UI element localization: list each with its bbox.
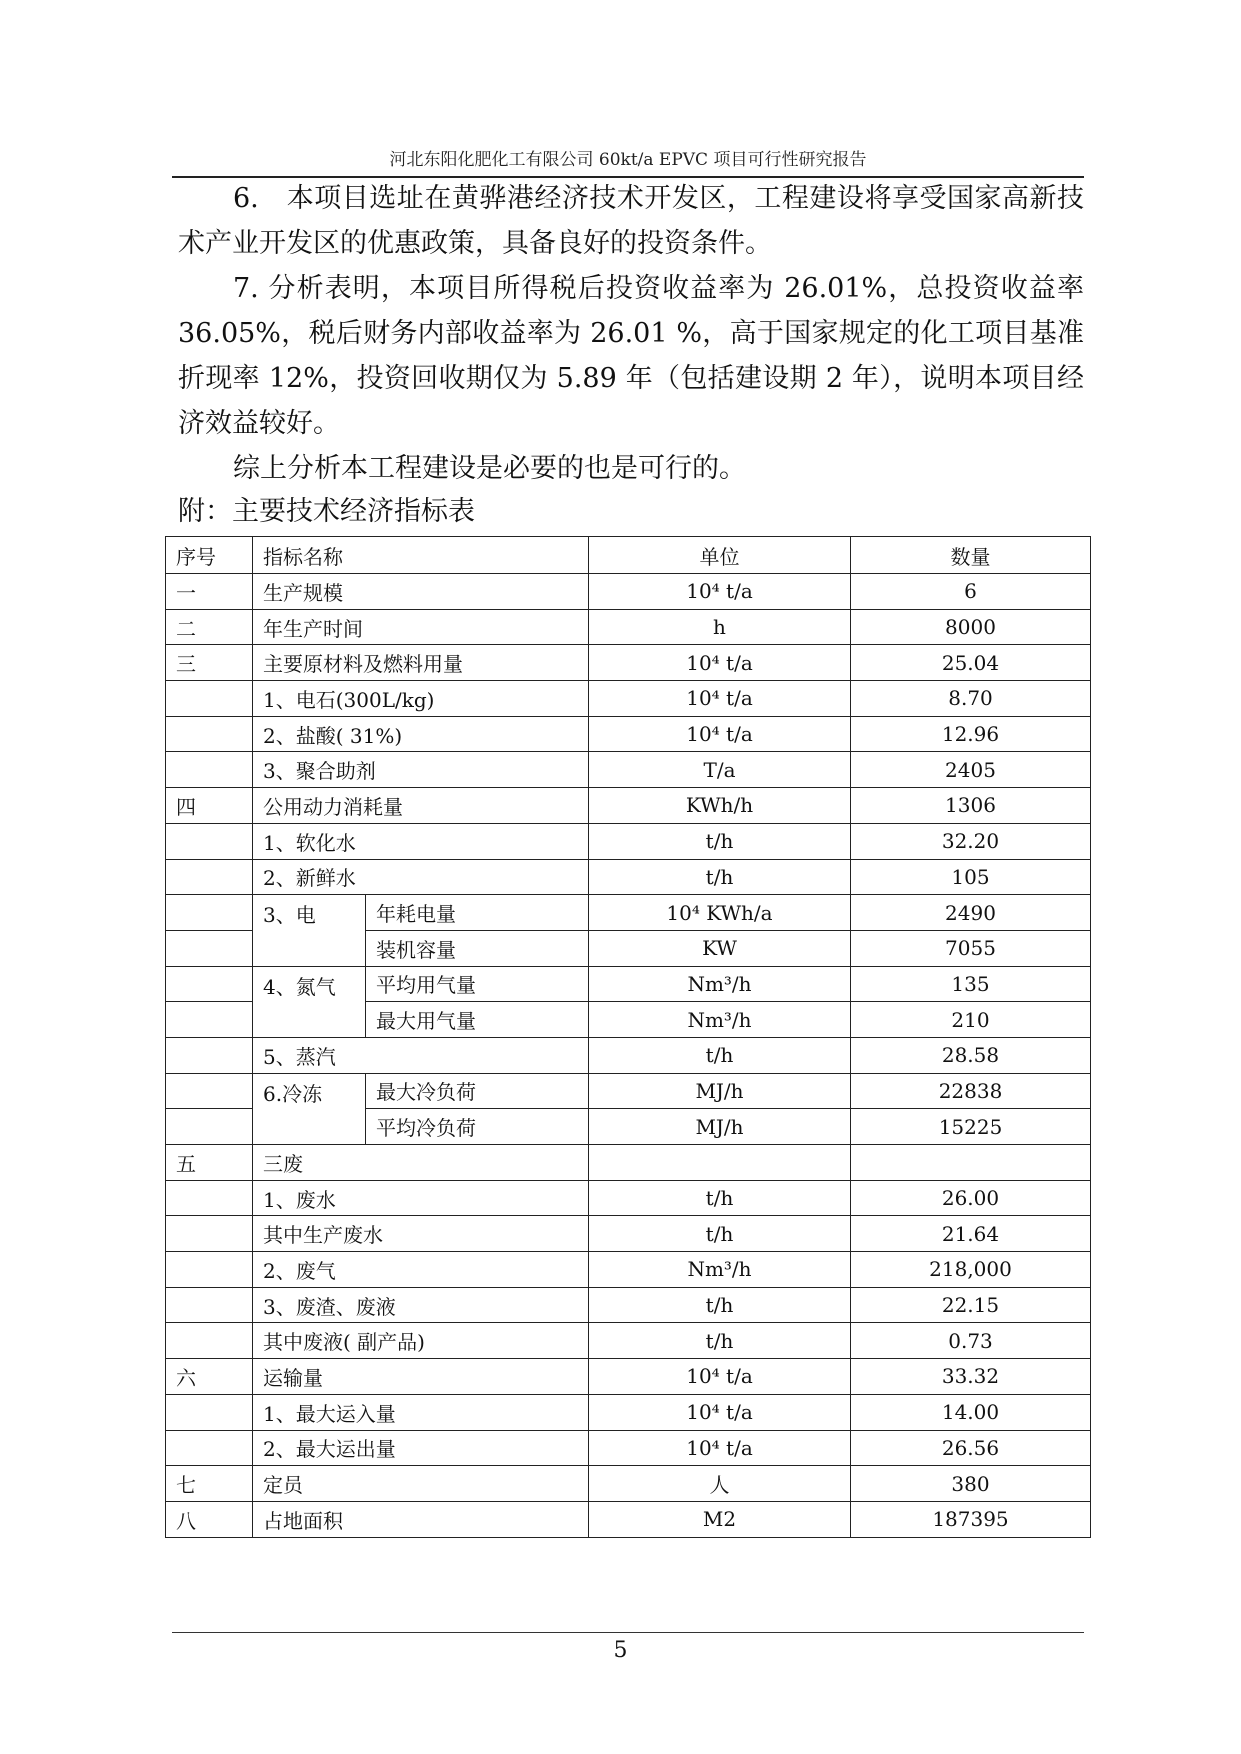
paragraph-item-6: 6. 本项目选址在黄骅港经济技术开发区，工程建设将享受国家高新技术产业开发区的优惠政策，具备良好的投资条件。 xyxy=(178,183,1084,259)
qty-cell: 1306 xyxy=(851,788,1091,824)
seq-cell xyxy=(166,823,253,859)
seq-cell xyxy=(166,1252,253,1288)
seq-cell xyxy=(166,859,253,895)
sub-name-cell: 装机容量 xyxy=(366,930,589,966)
name-cell: 公用动力消耗量 xyxy=(253,788,589,824)
unit-cell: KWh/h xyxy=(589,788,851,824)
unit-cell: 10⁴ t/a xyxy=(589,716,851,752)
table-row xyxy=(166,1252,1091,1288)
unit-cell: T/a xyxy=(589,752,851,788)
name-cell: 2、新鲜水 xyxy=(253,859,589,895)
paragraph-conclusion: 综上分析本工程建设是必要的也是可行的。 xyxy=(233,453,746,484)
qty-cell: 15225 xyxy=(851,1109,1091,1145)
seq-cell xyxy=(166,930,253,966)
qty-cell: 2405 xyxy=(851,752,1091,788)
name-cell: 6.冷冻 xyxy=(253,1073,366,1144)
seq-cell: 三 xyxy=(166,645,253,681)
body-text xyxy=(178,176,1084,491)
header-cell-seq: 序号 xyxy=(166,537,253,574)
appendix-title: 附：主要技术经济指标表 xyxy=(178,496,475,527)
header-cell-qty: 数量 xyxy=(851,537,1091,574)
qty-cell: 6 xyxy=(851,574,1091,610)
unit-cell: 10⁴ t/a xyxy=(589,1430,851,1466)
name-cell: 4、氮气 xyxy=(253,966,366,1037)
unit-cell: t/h xyxy=(589,859,851,895)
unit-cell: t/h xyxy=(589,1323,851,1359)
qty-cell: 22.15 xyxy=(851,1287,1091,1323)
unit-cell xyxy=(589,1145,851,1181)
qty-cell: 380 xyxy=(851,1466,1091,1502)
qty-cell: 8.70 xyxy=(851,681,1091,717)
qty-cell: 25.04 xyxy=(851,645,1091,681)
unit-cell: 10⁴ t/a xyxy=(589,681,851,717)
table-row xyxy=(166,1430,1091,1466)
name-cell: 2、废气 xyxy=(253,1252,589,1288)
qty-cell: 187395 xyxy=(851,1501,1091,1537)
unit-cell: Nm³/h xyxy=(589,1252,851,1288)
name-cell: 运输量 xyxy=(253,1359,589,1395)
sub-name-cell: 最大冷负荷 xyxy=(366,1073,589,1109)
unit-cell: MJ/h xyxy=(589,1109,851,1145)
seq-cell xyxy=(166,1002,253,1038)
unit-cell: 人 xyxy=(589,1466,851,1502)
page-number: 5 xyxy=(613,1638,628,1663)
table-row xyxy=(166,1394,1091,1430)
qty-cell: 210 xyxy=(851,1002,1091,1038)
name-cell: 其中废液( 副产品) xyxy=(253,1323,589,1359)
name-cell: 1、废水 xyxy=(253,1180,589,1216)
qty-cell: 33.32 xyxy=(851,1359,1091,1395)
name-cell: 2、盐酸( 31%) xyxy=(253,716,589,752)
sub-name-cell: 年耗电量 xyxy=(366,895,589,931)
qty-cell: 8000 xyxy=(851,609,1091,645)
table-row xyxy=(166,752,1091,788)
seq-cell xyxy=(166,1180,253,1216)
name-cell: 主要原材料及燃料用量 xyxy=(253,645,589,681)
name-cell: 3、电 xyxy=(253,895,366,966)
seq-cell xyxy=(166,1323,253,1359)
qty-cell: 135 xyxy=(851,966,1091,1002)
qty-cell: 21.64 xyxy=(851,1216,1091,1252)
unit-cell: KW xyxy=(589,930,851,966)
seq-cell: 四 xyxy=(166,788,253,824)
qty-cell: 26.56 xyxy=(851,1430,1091,1466)
table-row xyxy=(166,1359,1091,1395)
table-row xyxy=(166,1037,1091,1073)
seq-cell: 一 xyxy=(166,574,253,610)
qty-cell: 26.00 xyxy=(851,1180,1091,1216)
qty-cell: 22838 xyxy=(851,1073,1091,1109)
name-cell: 1、软化水 xyxy=(253,823,589,859)
unit-cell: 10⁴ t/a xyxy=(589,574,851,610)
unit-cell: t/h xyxy=(589,1037,851,1073)
unit-cell: 10⁴ t/a xyxy=(589,645,851,681)
table-row xyxy=(166,716,1091,752)
unit-cell: 10⁴ KWh/a xyxy=(589,895,851,931)
qty-cell: 28.58 xyxy=(851,1037,1091,1073)
seq-cell xyxy=(166,895,253,931)
seq-cell xyxy=(166,1287,253,1323)
table-row xyxy=(166,1501,1091,1537)
table-row xyxy=(166,1180,1091,1216)
name-cell: 其中生产废水 xyxy=(253,1216,589,1252)
qty-cell: 7055 xyxy=(851,930,1091,966)
unit-cell: t/h xyxy=(589,823,851,859)
unit-cell: M2 xyxy=(589,1501,851,1537)
qty-cell: 32.20 xyxy=(851,823,1091,859)
unit-cell: t/h xyxy=(589,1216,851,1252)
table-row xyxy=(166,788,1091,824)
header-cell-name: 指标名称 xyxy=(253,537,589,574)
table-row xyxy=(166,1216,1091,1252)
seq-cell xyxy=(166,716,253,752)
unit-cell: t/h xyxy=(589,1180,851,1216)
seq-cell xyxy=(166,681,253,717)
seq-cell: 七 xyxy=(166,1466,253,1502)
seq-cell xyxy=(166,1394,253,1430)
footer-divider xyxy=(172,1632,1084,1633)
unit-cell: Nm³/h xyxy=(589,966,851,1002)
unit-cell: t/h xyxy=(589,1287,851,1323)
sub-name-cell: 最大用气量 xyxy=(366,1002,589,1038)
seq-cell: 八 xyxy=(166,1501,253,1537)
table-row xyxy=(166,645,1091,681)
seq-cell: 五 xyxy=(166,1145,253,1181)
table-row xyxy=(166,966,1091,1002)
table-row xyxy=(166,1073,1091,1109)
qty-cell xyxy=(851,1145,1091,1181)
unit-cell: h xyxy=(589,609,851,645)
header-cell-unit: 单位 xyxy=(589,537,851,574)
name-cell: 定员 xyxy=(253,1466,589,1502)
table-row xyxy=(166,1287,1091,1323)
seq-cell xyxy=(166,1216,253,1252)
seq-cell xyxy=(166,966,253,1002)
unit-cell: 10⁴ t/a xyxy=(589,1359,851,1395)
name-cell: 三废 xyxy=(253,1145,589,1181)
name-cell: 5、蒸汽 xyxy=(253,1037,589,1073)
name-cell: 生产规模 xyxy=(253,574,589,610)
seq-cell xyxy=(166,1073,253,1109)
paragraph-item-7: 7. 分析表明，本项目所得税后投资收益率为 26.01%，总投资收益率 36.05%，税后财务内部收益率为 26.01 %，高于国家规定的化工项目基准折现率 12%，投资回收期仅为 5.89 年（包括建设期 2 年），说明本项目经济效益较好。 xyxy=(178,273,1084,439)
unit-cell: 10⁴ t/a xyxy=(589,1394,851,1430)
table-row xyxy=(166,1323,1091,1359)
table-row xyxy=(166,859,1091,895)
table-row xyxy=(166,681,1091,717)
seq-cell xyxy=(166,1109,253,1145)
table-row xyxy=(166,1466,1091,1502)
qty-cell: 12.96 xyxy=(851,716,1091,752)
qty-cell: 0.73 xyxy=(851,1323,1091,1359)
name-cell: 3、聚合助剂 xyxy=(253,752,589,788)
unit-cell: MJ/h xyxy=(589,1073,851,1109)
table-row xyxy=(166,609,1091,645)
seq-cell xyxy=(166,1037,253,1073)
name-cell: 1、电石(300L/kg) xyxy=(253,681,589,717)
indicators-table xyxy=(165,536,1091,1538)
unit-cell: Nm³/h xyxy=(589,1002,851,1038)
name-cell: 3、废渣、废液 xyxy=(253,1287,589,1323)
name-cell: 年生产时间 xyxy=(253,609,589,645)
seq-cell: 六 xyxy=(166,1359,253,1395)
qty-cell: 2490 xyxy=(851,895,1091,931)
qty-cell: 105 xyxy=(851,859,1091,895)
seq-cell: 二 xyxy=(166,609,253,645)
seq-cell xyxy=(166,752,253,788)
sub-name-cell: 平均冷负荷 xyxy=(366,1109,589,1145)
qty-cell: 14.00 xyxy=(851,1394,1091,1430)
name-cell: 占地面积 xyxy=(253,1501,589,1537)
table-row xyxy=(166,574,1091,610)
name-cell: 1、最大运入量 xyxy=(253,1394,589,1430)
table-row xyxy=(166,1145,1091,1181)
page-header: 河北东阳化肥化工有限公司 60kt/a EPVC 项目可行性研究报告 xyxy=(172,146,1084,178)
table-header-row xyxy=(166,537,1091,574)
table-row xyxy=(166,895,1091,931)
name-cell: 2、最大运出量 xyxy=(253,1430,589,1466)
qty-cell: 218,000 xyxy=(851,1252,1091,1288)
table-row xyxy=(166,823,1091,859)
seq-cell xyxy=(166,1430,253,1466)
sub-name-cell: 平均用气量 xyxy=(366,966,589,1002)
